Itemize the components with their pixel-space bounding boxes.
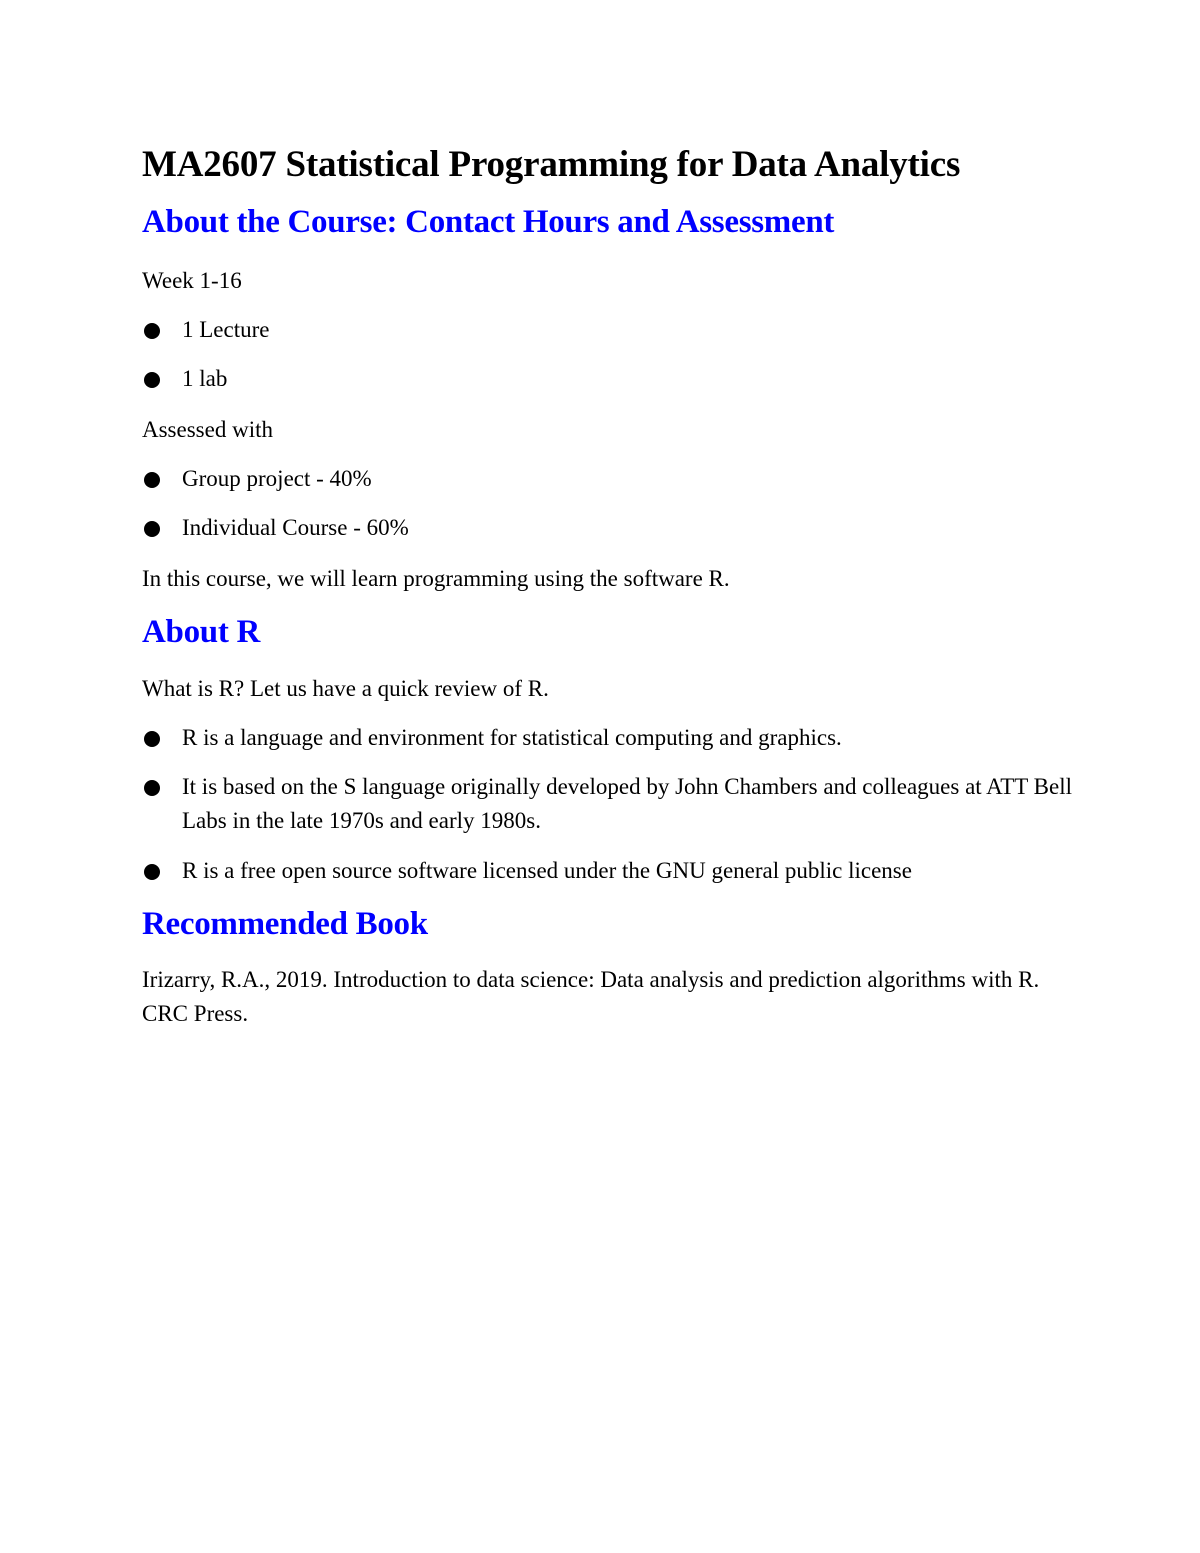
bullet-dot-icon: [144, 780, 160, 796]
bullet-dot-icon: [144, 472, 160, 488]
list-item: [142, 313, 1072, 347]
list-item: [142, 362, 1072, 396]
list-item: [142, 770, 1072, 838]
section-heading-course: About the Course: Contact Hours and Assessment: [142, 204, 835, 240]
list-item: [142, 462, 1072, 496]
about-r-list: [142, 721, 1072, 888]
list-item-text: 1 lab: [182, 366, 228, 391]
list-item-text: It is based on the S language originally developed by John Chambers and colleagues at ATT Bell Labs in the late 1970s and early 1980s.: [182, 774, 1072, 833]
list-item-text: Group project - 40%: [182, 466, 372, 491]
list-item-text: R is a free open source software licensed under the GNU general public license: [182, 858, 912, 883]
list-item-text: Individual Course - 60%: [182, 515, 409, 540]
week-label: Week 1-16: [142, 268, 242, 293]
bullet-dot-icon: [144, 521, 160, 537]
course-summary: In this course, we will learn programming using the software R.: [142, 566, 730, 591]
document-title: MA2607 Statistical Programming for Data Analytics: [142, 144, 961, 185]
book-citation: Irizarry, R.A., 2019. Introduction to data science: Data analysis and prediction algorithms with R. CRC Press.: [142, 967, 1040, 1026]
list-item-text: 1 Lecture: [182, 317, 270, 342]
list-item: [142, 854, 1072, 888]
bullet-dot-icon: [144, 731, 160, 747]
list-item: [142, 721, 1072, 755]
list-item-text: R is a language and environment for statistical computing and graphics.: [182, 725, 842, 750]
contact-hours-list: [142, 313, 1072, 396]
section-heading-about-r: About R: [142, 614, 261, 650]
bullet-dot-icon: [144, 864, 160, 880]
bullet-dot-icon: [144, 372, 160, 388]
document-page: [142, 140, 1072, 1031]
about-r-intro: What is R? Let us have a quick review of R.: [142, 676, 549, 701]
assessment-list: [142, 462, 1072, 545]
bullet-dot-icon: [144, 323, 160, 339]
list-item: [142, 511, 1072, 545]
assessed-label: Assessed with: [142, 417, 273, 442]
section-heading-book: Recommended Book: [142, 906, 428, 942]
